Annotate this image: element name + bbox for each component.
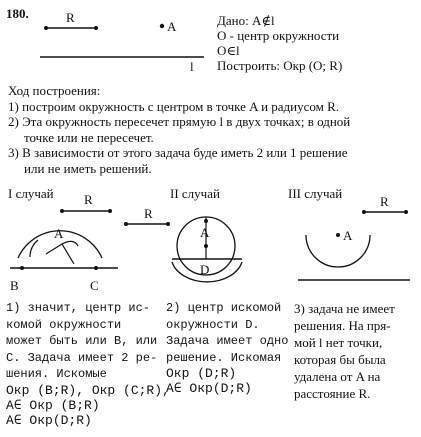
top-l-label: l — [190, 59, 194, 74]
case2-d-label: D — [200, 262, 210, 277]
step-line: 2) Эта окружность пересечет прямую l в двух точках; в одной — [8, 114, 351, 129]
case2-text: 2) центр искомой окружности D. Задача имеет одно решение. Искомая Окр (D;R) A∈ Окр(D;R) — [166, 301, 289, 396]
case2-a-label: A — [200, 225, 210, 240]
steps-title: Ход построения: — [8, 83, 101, 98]
case1-text: 1) значит, центр ис- комой окружности может быть или B, или C. Задача имеет 2 ре- шения. Искомые Окр (B;R), Окр (C;R), A∈ Окр (B;R) A∈ Окр(D;R) — [6, 301, 170, 428]
given-line: Дано: A∉l — [217, 13, 275, 28]
step-line: точке или не пересечет. — [24, 129, 154, 145]
case3-circle-arc — [306, 235, 370, 267]
case1-b-label: B — [10, 278, 19, 293]
problem-number: 180. — [6, 6, 29, 21]
case3-a-label: A — [343, 228, 353, 243]
step-line: 1) построим окружность с центром в точке A и радиусом R. — [8, 98, 340, 114]
case2-r-label: R — [144, 206, 153, 221]
case1-title: I случай — [8, 186, 54, 201]
case1-r-label: R — [84, 192, 93, 207]
step-line: 3) В зависимости от этого задача буде иметь 2 или 1 решение — [8, 145, 348, 160]
case1-a-label: A — [54, 226, 64, 241]
given-line: O∈l — [217, 43, 240, 58]
case3-text: 3) задача не имеет решения. На пря- мой l нет точки, которая бы была удалена от A на расстояние R. — [294, 301, 395, 401]
case3-r-label: R — [380, 194, 389, 209]
given-line: Построить: Окр (O; R) — [217, 58, 343, 73]
step-line: или не иметь решений. — [24, 160, 152, 176]
case3-title: III случай — [288, 186, 343, 201]
top-r-label: R — [66, 10, 75, 25]
given-line: O - центр окружности — [217, 28, 340, 43]
top-a-label: A — [167, 19, 177, 34]
case1-c-label: C — [90, 278, 99, 293]
case2-title: II случай — [170, 186, 220, 201]
